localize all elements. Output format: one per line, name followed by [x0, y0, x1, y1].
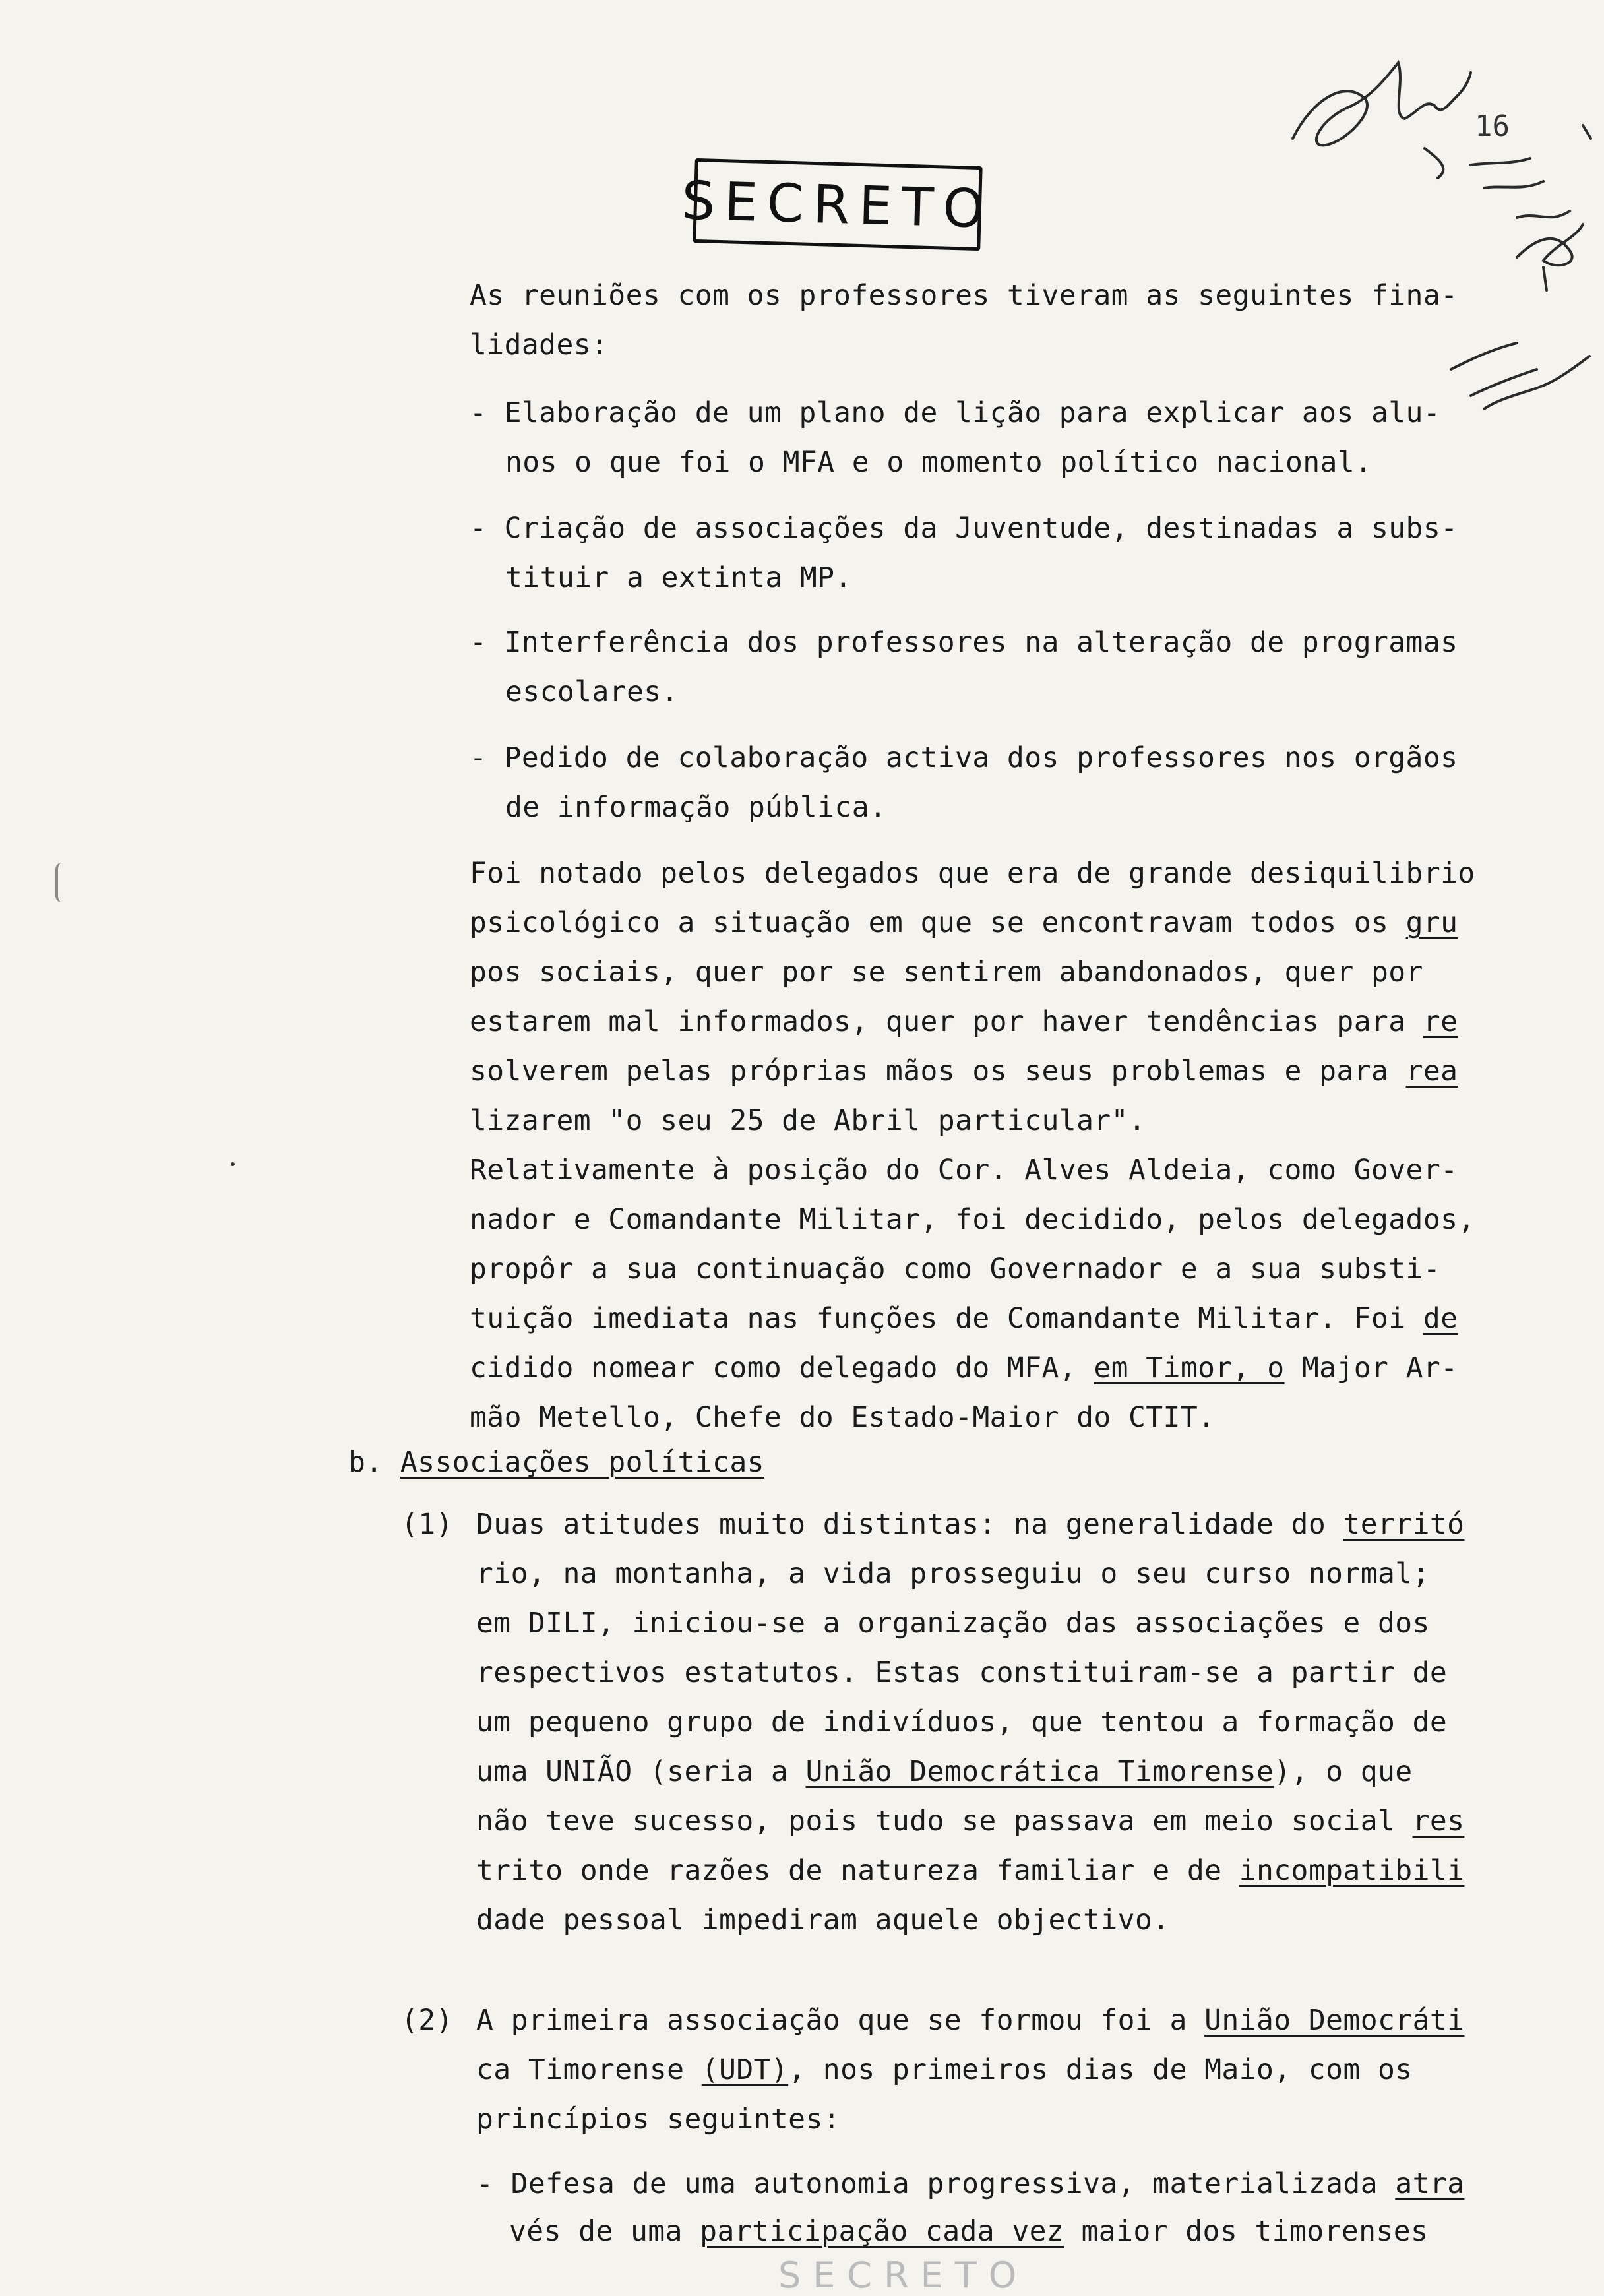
text-line: nador e Comandante Militar, foi decidido, pelos delegados,: [470, 1203, 1475, 1236]
text-line: Relativamente à posição do Cor. Alves Aldeia, como Gover-: [470, 1154, 1458, 1187]
text-span: tuição imediata nas funções de Comandante Militar. Foi: [470, 1302, 1423, 1335]
bullet-line: tituir a extinta MP.: [505, 561, 852, 594]
text-span: estarem mal informados, quer por haver tendências para: [470, 1005, 1423, 1038]
text-line: As reuniões com os professores tiveram as seguintes fina-: [470, 279, 1458, 312]
item-number: (1): [401, 1508, 453, 1541]
classification-stamp: SECRETO: [693, 158, 982, 251]
underlined-span: re: [1423, 1005, 1458, 1038]
text-line: [470, 1302, 1458, 1335]
bullet-line: escolares.: [505, 675, 679, 708]
section-title: Associações políticas: [400, 1446, 764, 1479]
underlined-span: atra: [1395, 2167, 1465, 2200]
bullet-line: - Pedido de colaboração activa dos professores nos orgãos: [470, 741, 1458, 774]
text-line: Foi notado pelos delegados que era de grande desiquilibrio: [470, 857, 1475, 890]
section-letter: b.: [348, 1446, 383, 1479]
text-span: Duas atitudes muito distintas: na generalidade do: [476, 1508, 1343, 1541]
speck-mark: [231, 1162, 235, 1166]
underlined-span: de: [1423, 1302, 1458, 1335]
text-line: respectivos estatutos. Estas constituiram-se a partir de: [476, 1656, 1448, 1689]
item-number: (2): [401, 2004, 453, 2037]
text-span: vés de uma: [509, 2215, 700, 2248]
underlined-span: rea: [1405, 1055, 1458, 1088]
text-span: não teve sucesso, pois tudo se passava em meio social: [476, 1805, 1413, 1838]
text-line: [476, 2053, 1413, 2086]
text-span: maior dos timorenses: [1064, 2215, 1429, 2248]
text-line: [476, 1755, 1413, 1788]
text-line: lidades:: [470, 328, 609, 361]
text-span: - Defesa de uma autonomia progressiva, materializada: [476, 2167, 1396, 2200]
text-line: [470, 1351, 1458, 1384]
text-line: princípios seguintes:: [476, 2103, 841, 2136]
bullet-line: de informação pública.: [505, 791, 887, 824]
text-line: pos sociais, quer por se sentirem abandonados, quer por: [470, 956, 1423, 989]
bullet-line: [509, 2215, 1429, 2248]
underlined-span: gru: [1405, 906, 1458, 939]
text-line: mão Metello, Chefe do Estado-Maior do CTIT.: [470, 1401, 1216, 1434]
text-line: [470, 906, 1458, 939]
text-line: [476, 1510, 1464, 1539]
text-span: psicológico a situação em que se encontravam todos os: [470, 906, 1406, 939]
text-line: [470, 1057, 1458, 1086]
bullet-line: - Elaboração de um plano de lição para explicar aos alu-: [470, 396, 1441, 429]
hole-punch-mark: [55, 863, 62, 902]
text-line: um pequeno grupo de indivíduos, que tentou a formação de: [476, 1706, 1448, 1739]
text-line: dade pessoal impediram aquele objectivo.: [476, 1904, 1170, 1937]
bullet-line: - Criação de associações da Juventude, destinadas a subs-: [470, 512, 1458, 545]
text-line: [470, 1005, 1458, 1038]
text-line: [476, 1807, 1464, 1836]
bullet-line: nos o que foi o MFA e o momento político nacional.: [505, 446, 1373, 479]
underlined-span: em Timor, o: [1094, 1351, 1285, 1384]
text-line: [476, 2006, 1464, 2035]
text-span: uma UNIÃO (seria a: [476, 1755, 806, 1788]
footer-classification-stamp: SECRETO: [778, 2254, 1029, 2296]
bullet-line: - Interferência dos professores na alteração de programas: [470, 626, 1458, 659]
text-span: cidido nomear como delegado do MFA,: [470, 1351, 1094, 1384]
underlined-span: incompatibili: [1239, 1854, 1465, 1887]
text-span: trito onde razões de natureza familiar e de: [476, 1854, 1239, 1887]
text-line: lizarem "o seu 25 de Abril particular".: [470, 1104, 1146, 1137]
underlined-span: União Democráti: [1204, 2004, 1465, 2037]
underlined-span: participação cada vez: [700, 2215, 1064, 2248]
text-span: , nos primeiros dias de Maio, com os: [788, 2053, 1413, 2086]
text-span: solverem pelas próprias mãos os seus problemas e para: [470, 1055, 1406, 1088]
section-heading: [348, 1448, 764, 1477]
page-number: 16: [1475, 109, 1510, 143]
text-span: Major Ar-: [1284, 1351, 1458, 1384]
bullet-line: [476, 2167, 1465, 2200]
text-span: ca Timorense: [476, 2053, 702, 2086]
text-line: [476, 1854, 1465, 1887]
text-span: A primeira associação que se formou foi a: [476, 2004, 1205, 2037]
text-line: em DILI, iniciou-se a organização das associações e dos: [476, 1607, 1430, 1640]
text-line: rio, na montanha, a vida prosseguiu o seu curso normal;: [476, 1557, 1430, 1590]
underlined-span: territó: [1343, 1508, 1465, 1541]
underlined-span: res: [1412, 1805, 1465, 1838]
underlined-span: (UDT): [701, 2053, 789, 2086]
text-line: propôr a sua continuação como Governador e a sua substi-: [470, 1253, 1441, 1286]
underlined-span: União Democrática Timorense: [805, 1755, 1274, 1788]
text-span: ), o que: [1274, 1755, 1413, 1788]
